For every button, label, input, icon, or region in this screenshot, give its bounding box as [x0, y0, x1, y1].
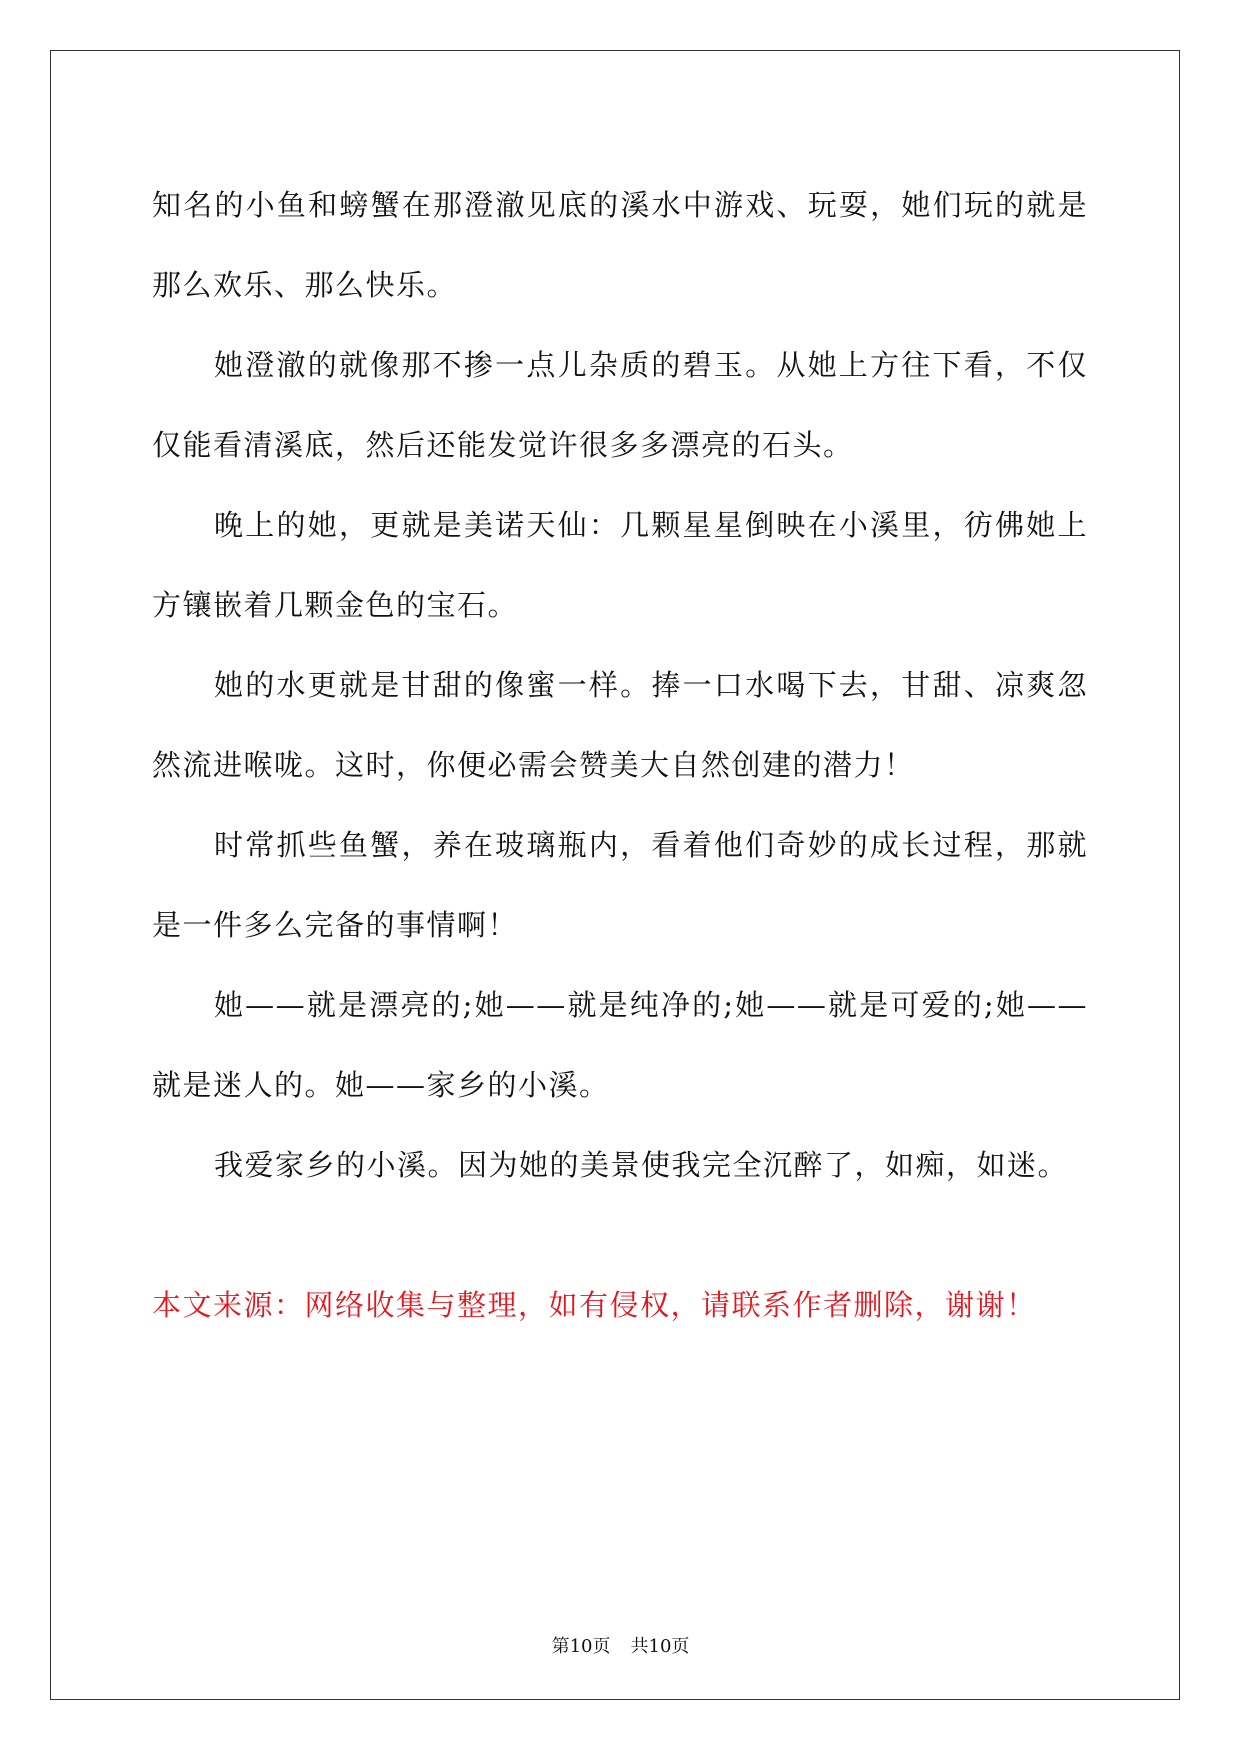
paragraph: 她的水更就是甘甜的像蜜一样。捧一口水喝下去，甘甜、凉爽忽然流进喉咙。这时，你便必需会赞美大自然创建的潜力！ — [152, 668, 1088, 782]
paragraph: 我爱家乡的小溪。因为她的美景使我完全沉醉了，如痴，如迷。 — [214, 1148, 1069, 1182]
page-footer — [0, 1632, 1241, 1658]
source-note: 本文来源：网络收集与整理，如有侵权，请联系作者删除，谢谢！ — [152, 1288, 1037, 1322]
document-body — [152, 165, 1088, 1345]
paragraph: 她——就是漂亮的;她——就是纯净的;她——就是可爱的;她——就是迷人的。她——家乡的小溪。 — [152, 988, 1088, 1102]
paragraph: 晚上的她，更就是美诺天仙：几颗星星倒映在小溪里，彷佛她上方镶嵌着几颗金色的宝石。 — [152, 508, 1088, 622]
paragraph: 时常抓些鱼蟹，养在玻璃瓶内，看着他们奇妙的成长过程，那就是一件多么完备的事情啊！ — [152, 828, 1088, 942]
paragraph: 知名的小鱼和螃蟹在那澄澈见底的溪水中游戏、玩耍，她们玩的就是那么欢乐、那么快乐。 — [152, 188, 1088, 302]
current-page-label: 第10页 — [551, 1636, 611, 1657]
total-pages-label: 共10页 — [630, 1636, 690, 1657]
paragraph: 她澄澈的就像那不掺一点儿杂质的碧玉。从她上方往下看，不仅仅能看清溪底，然后还能发觉许很多多漂亮的石头。 — [152, 348, 1088, 462]
